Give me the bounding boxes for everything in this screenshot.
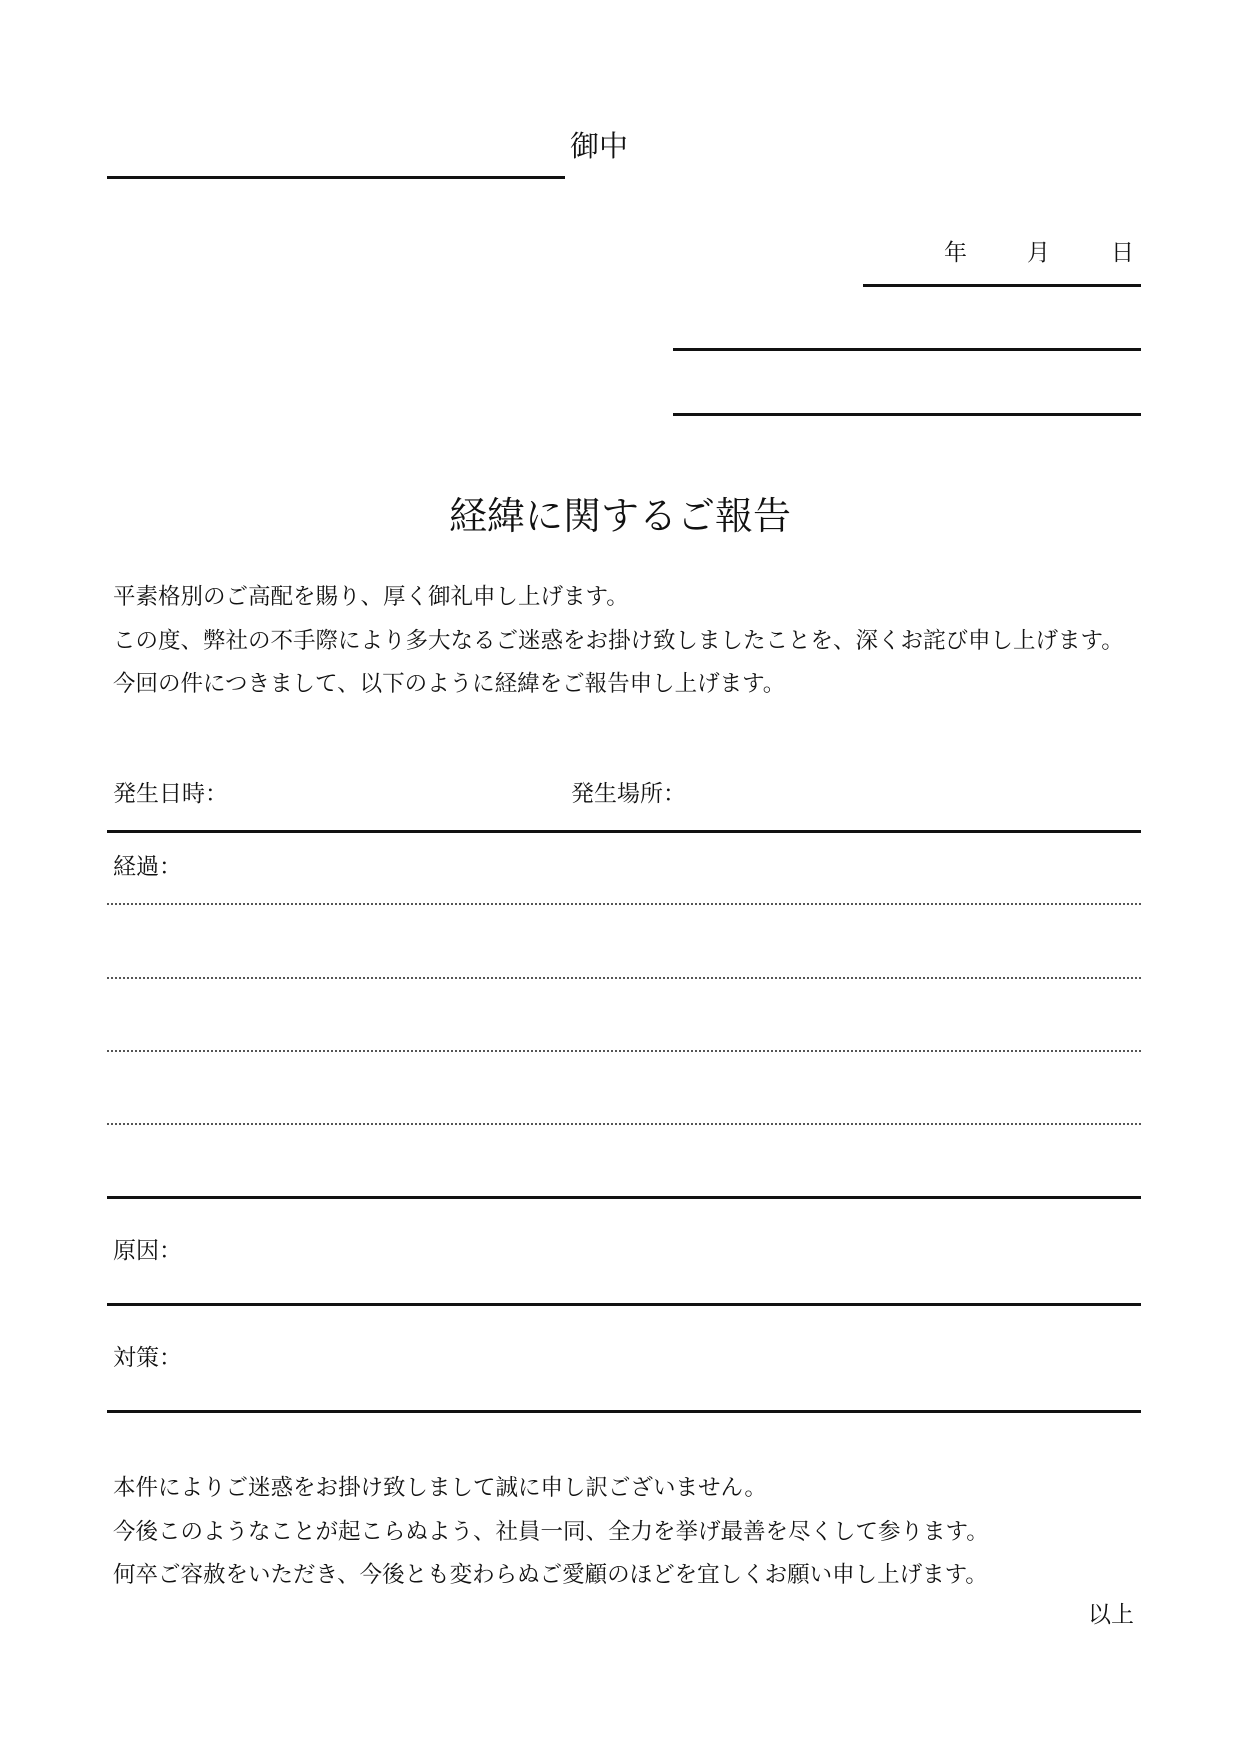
intro-line-1: 平素格別のご高配を賜り、厚く御礼申し上げます。: [113, 584, 629, 610]
date-place-line[interactable]: [107, 830, 1141, 833]
progress-line-2[interactable]: [107, 977, 1141, 979]
progress-line-3[interactable]: [107, 1050, 1141, 1052]
date-line[interactable]: [863, 284, 1141, 287]
measure-label: 対策：: [113, 1345, 182, 1371]
date-day-label: 日: [1111, 240, 1134, 266]
recipient-name-line[interactable]: [107, 176, 565, 179]
sender-line-2[interactable]: [673, 413, 1141, 416]
closing-line-1: 本件によりご迷惑をお掛け致しまして誠に申し訳ございません。: [113, 1475, 767, 1501]
date-year-label: 年: [944, 240, 967, 266]
recipient-suffix: 御中: [570, 129, 629, 163]
date-month-label: 月: [1027, 240, 1050, 266]
cause-line[interactable]: [107, 1303, 1141, 1306]
cause-label: 原因：: [113, 1238, 182, 1264]
document-title: 経緯に関するご報告: [448, 494, 791, 538]
intro-line-3: 今回の件につきまして、以下のように経緯をご報告申し上げます。: [113, 671, 786, 697]
closing-line-2: 今後このようなことが起こらぬよう、社員一同、全力を挙げ最善を尽くして参ります。: [113, 1519, 989, 1545]
progress-line-4[interactable]: [107, 1123, 1141, 1125]
closing-line-3: 何卒ご容赦をいただき、今後とも変わらぬご愛顧のほどを宜しくお願い申し上げます。: [113, 1562, 988, 1588]
closing-end: 以上: [1088, 1602, 1134, 1628]
intro-line-2: この度、弊社の不手際により多大なるご迷惑をお掛け致しましたことを、深くお詫び申し上げます。: [113, 628, 1124, 654]
progress-label: 経過：: [113, 854, 182, 880]
sender-line-1[interactable]: [673, 348, 1141, 351]
occurrence-date-label: 発生日時：: [113, 781, 228, 807]
progress-end-line[interactable]: [107, 1196, 1141, 1199]
progress-line-1[interactable]: [107, 903, 1141, 905]
measure-line[interactable]: [107, 1410, 1141, 1413]
occurrence-place-label: 発生場所：: [571, 781, 686, 807]
